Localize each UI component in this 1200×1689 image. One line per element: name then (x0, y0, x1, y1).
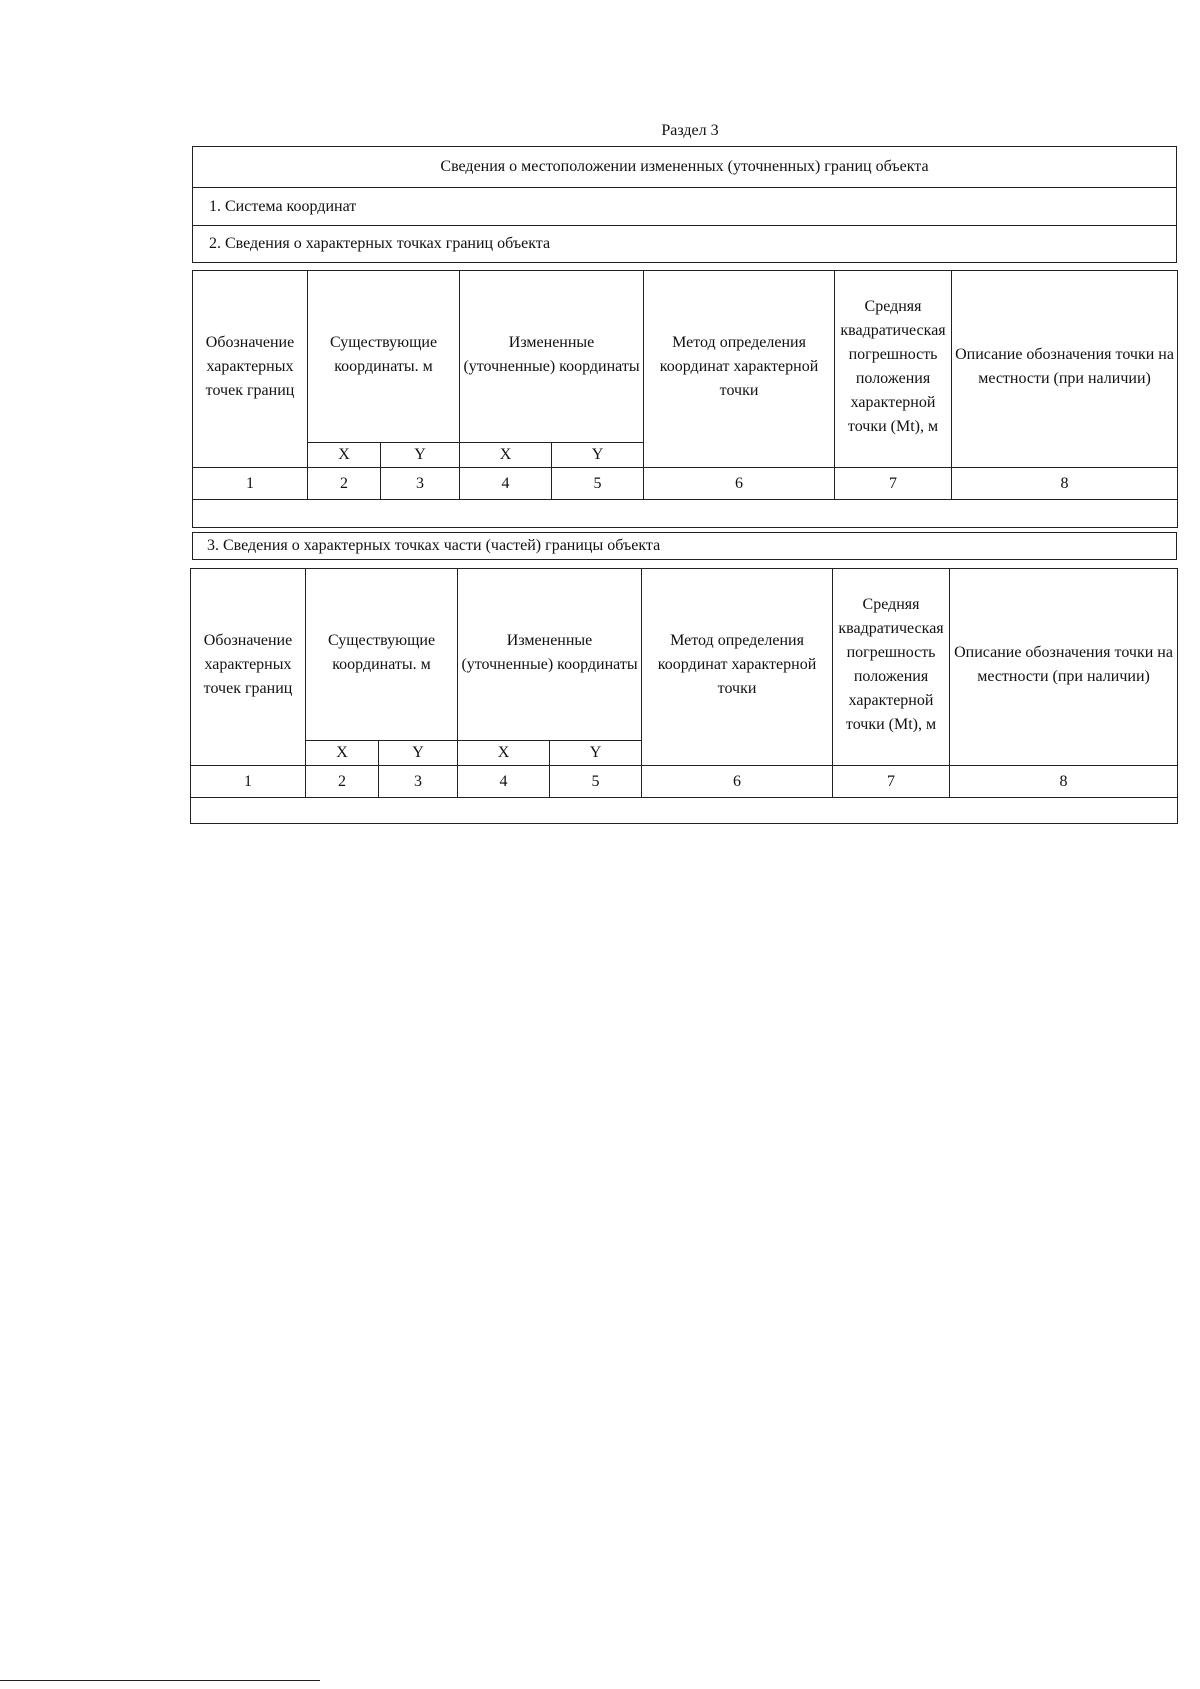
header-x-changed: X (460, 443, 552, 468)
header-mean-error: Средняя квадратическая погрешность положения характерной точки (Mt), м (833, 569, 950, 766)
col-number: 3 (381, 468, 460, 500)
col-number: 5 (550, 766, 642, 798)
col-number: 5 (552, 468, 644, 500)
col-number: 1 (191, 766, 306, 798)
col-number: 4 (460, 468, 552, 500)
header-mean-error: Средняя квадратическая погрешность положения характерной точки (Mt), м (835, 271, 952, 468)
col-number: 4 (458, 766, 550, 798)
header-method: Метод определения координат характерной точки (644, 271, 835, 468)
header-y-existing: Y (381, 443, 460, 468)
col-number: 8 (952, 468, 1178, 500)
boundaries-info-block (192, 146, 1177, 263)
block-title: Сведения о местоположении измененных (уточненных) границ объекта (193, 147, 1176, 188)
header-changed-coords: Измененные (уточненные) координаты (460, 271, 644, 443)
boundary-points-table (192, 270, 1178, 528)
col-number: 6 (642, 766, 833, 798)
header-y-changed: Y (550, 741, 642, 766)
header-y-changed: Y (552, 443, 644, 468)
header-point-designation: Обозначение характерных точек границ (193, 271, 308, 468)
col-number: 7 (833, 766, 950, 798)
col-number: 7 (835, 468, 952, 500)
col-number: 8 (950, 766, 1178, 798)
col-number: 3 (379, 766, 458, 798)
header-existing-coords: Существующие координаты. м (306, 569, 458, 741)
header-x-existing: X (306, 741, 379, 766)
header-existing-coords: Существующие координаты. м (308, 271, 460, 443)
boundary-points-row: 2. Сведения о характерных точках границ объекта (209, 235, 551, 252)
header-description: Описание обозначения точки на местности (при наличии) (950, 569, 1178, 766)
header-y-existing: Y (379, 741, 458, 766)
header-method: Метод определения координат характерной точки (642, 569, 833, 766)
header-changed-coords: Измененные (уточненные) координаты (458, 569, 642, 741)
empty-data-row (193, 500, 1178, 528)
col-number: 2 (306, 766, 379, 798)
part-boundary-block (192, 532, 1177, 560)
col-number: 2 (308, 468, 381, 500)
header-x-changed: X (458, 741, 550, 766)
header-point-designation: Обозначение характерных точек границ (191, 569, 306, 766)
col-number: 1 (193, 468, 308, 500)
header-x-existing: X (308, 443, 381, 468)
page-bottom-rule (0, 1680, 320, 1681)
col-number: 6 (644, 468, 835, 500)
part-boundary-title: 3. Сведения о характерных точках части (частей) границы объекта (207, 537, 661, 554)
part-boundary-points-table (190, 568, 1178, 824)
header-description: Описание обозначения точки на местности (при наличии) (952, 271, 1178, 468)
coordinate-system-row: 1. Система координат (193, 188, 1176, 226)
section-title: Раздел 3 (661, 122, 719, 139)
empty-data-row (191, 798, 1178, 824)
